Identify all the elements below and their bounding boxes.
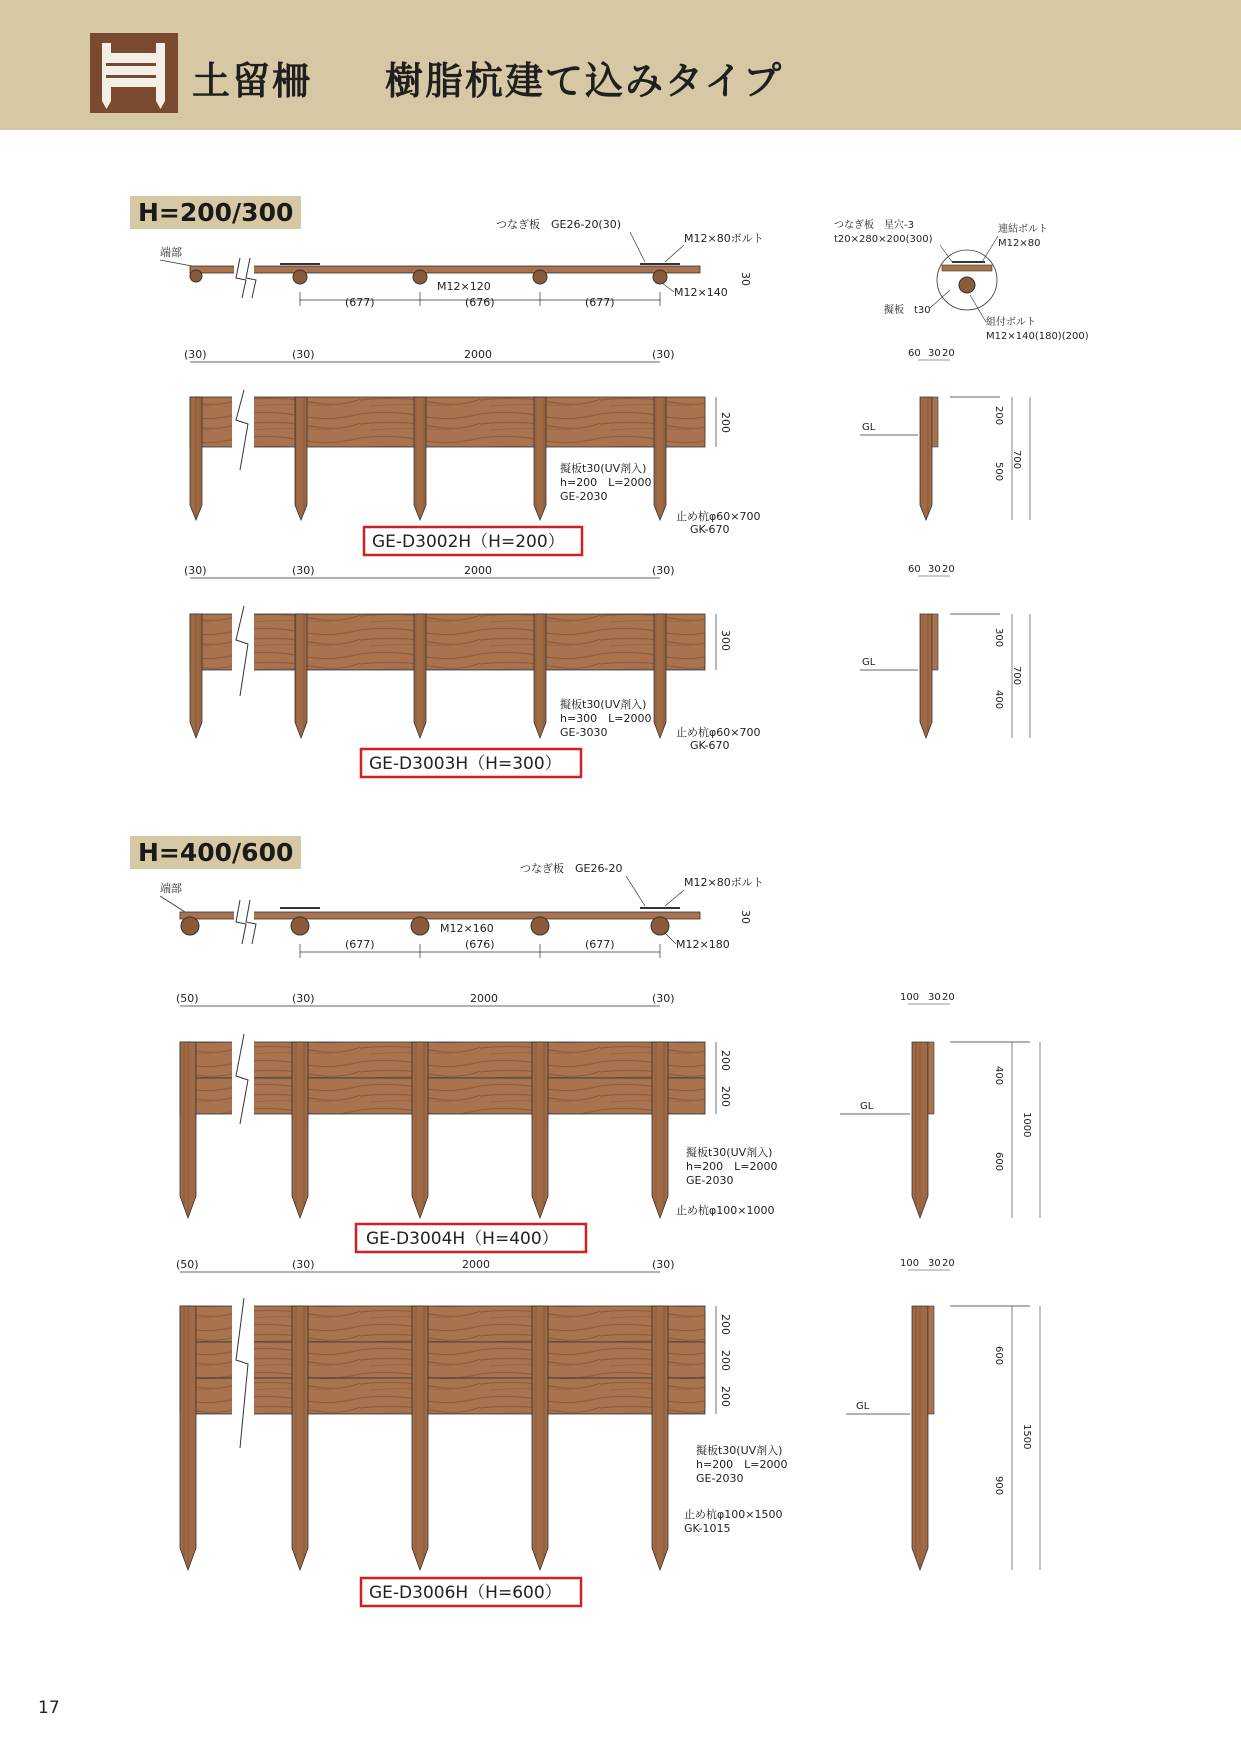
dimension-label: (30): [652, 348, 675, 361]
dimension-label: (30): [652, 564, 675, 577]
dimension-label: M12×140(180)(200): [986, 331, 1089, 342]
dimension-label: (30): [292, 564, 315, 577]
dimension-label: 200: [719, 1086, 732, 1107]
dimension-label: (677): [585, 296, 615, 309]
dimension-label: 60: [908, 348, 921, 359]
dimension-label: (30): [292, 1258, 315, 1271]
dimension-label: 30: [928, 1258, 941, 1269]
elevation-300: [184, 564, 760, 777]
dimension-label: M12×80: [998, 238, 1041, 249]
dimension-label: M12×120: [437, 280, 491, 293]
dimension-label: 400: [993, 690, 1004, 710]
dimension-label: つなぎ板 星穴-3: [834, 220, 914, 231]
dimension-label: 900: [993, 1476, 1004, 1496]
model-code: GE-D3004H（H=400）: [366, 1229, 559, 1249]
section-label-200-300: H=200/300: [130, 196, 301, 229]
dimension-label: 2000: [464, 564, 492, 577]
dimension-label: 600: [993, 1346, 1004, 1366]
dimension-label: 700: [1011, 666, 1022, 686]
dimension-label: (30): [292, 348, 315, 361]
side-view-300: [860, 564, 1030, 738]
dimension-label: つなぎ板 GE26-20: [520, 862, 623, 875]
dimension-label: 擬板t30(UV剤入): [560, 698, 647, 711]
dimension-label: (30): [652, 1258, 675, 1271]
dimension-label: GL: [862, 422, 876, 433]
dimension-label: GK-670: [690, 739, 730, 752]
side-view-600: [846, 1258, 1040, 1570]
elevation-400: [176, 992, 778, 1252]
dimension-label: 100: [900, 1258, 920, 1269]
dimension-label: GE-2030: [560, 490, 608, 503]
dimension-label: h=200 L=2000: [696, 1458, 788, 1471]
dimension-label: 2000: [470, 992, 498, 1005]
dimension-label: 20: [942, 564, 955, 575]
dimension-label: h=300 L=2000: [560, 712, 652, 725]
dimension-label: (677): [345, 938, 375, 951]
dimension-label: (30): [652, 992, 675, 1005]
dimension-label: t20×280×200(300): [834, 234, 933, 245]
dimension-label: M12×160: [440, 922, 494, 935]
dimension-label: 500: [993, 462, 1004, 482]
dimension-label: M12×180: [676, 938, 730, 951]
elevation-200: [184, 348, 760, 555]
dimension-label: GL: [860, 1101, 874, 1112]
dimension-label: 擬板t30(UV剤入): [560, 462, 647, 475]
side-view-400: [840, 992, 1040, 1218]
dimension-label: 30: [928, 564, 941, 575]
dimension-label: つなぎ板 GE26-20(30): [496, 218, 622, 231]
joint-detail: [834, 218, 1089, 342]
dimension-label: h=200 L=2000: [686, 1160, 778, 1173]
model-code: GE-D3006H（H=600）: [369, 1583, 562, 1603]
elevation-600: [176, 1258, 788, 1606]
dimension-label: 300: [993, 628, 1004, 648]
dimension-label: 200: [719, 1050, 732, 1071]
dimension-label: (30): [292, 992, 315, 1005]
dimension-label: M12×140: [674, 286, 728, 299]
model-code: GE-D3003H（H=300）: [369, 754, 562, 774]
dimension-label: 20: [942, 1258, 955, 1269]
dimension-label: 30: [928, 992, 941, 1003]
dimension-label: 1000: [1021, 1112, 1032, 1138]
side-view-200: [860, 348, 1030, 520]
dimension-label: 20: [942, 348, 955, 359]
dimension-label: 200: [993, 406, 1004, 426]
end-label: 端部: [160, 246, 182, 259]
dimension-label: 止め杭φ100×1500: [684, 1508, 783, 1521]
dimension-label: 端部: [160, 882, 182, 895]
dimension-label: 200: [719, 1386, 732, 1407]
dimension-label: GK-670: [690, 523, 730, 536]
dimension-label: (676): [465, 296, 495, 309]
dimension-label: 止め杭φ60×700: [676, 510, 761, 523]
dimension-label: 止め杭φ100×1000: [676, 1204, 775, 1217]
dimension-label: 30: [739, 272, 752, 286]
dimension-label: 30: [928, 348, 941, 359]
section-label-400-600: H=400/600: [130, 836, 301, 869]
dimension-label: GE-3030: [560, 726, 608, 739]
dimension-label: 連結ボルト: [998, 224, 1048, 235]
dimension-label: 組付ボルト: [986, 317, 1036, 328]
dimension-label: (50): [176, 992, 199, 1005]
dimension-label: 2000: [464, 348, 492, 361]
dimension-label: (677): [345, 296, 375, 309]
dimension-label: GK-1015: [684, 1522, 731, 1535]
dimension-label: M12×80ボルト: [684, 232, 764, 245]
page-subtitle: 樹脂杭建て込みタイプ: [385, 59, 784, 103]
dimension-label: 擬板t30(UV剤入): [686, 1146, 773, 1159]
dimension-label: 擬板t30(UV剤入): [696, 1444, 783, 1457]
dimension-label: 30: [739, 910, 752, 924]
dimension-label: 100: [900, 992, 920, 1003]
dimension-label: 300: [719, 630, 732, 651]
page-number: 17: [38, 1698, 60, 1718]
dimension-label: 200: [719, 1314, 732, 1335]
dimension-label: (676): [465, 938, 495, 951]
dimension-label: (677): [585, 938, 615, 951]
dimension-label: 700: [1011, 450, 1022, 470]
plan-view-400-600: [160, 861, 764, 958]
dimension-label: GE-2030: [686, 1174, 734, 1187]
dimension-label: 擬板 t30: [884, 305, 931, 316]
dimension-label: 止め杭φ60×700: [676, 726, 761, 739]
dimension-label: h=200 L=2000: [560, 476, 652, 489]
dimension-label: 20: [942, 992, 955, 1003]
dimension-label: GL: [862, 657, 876, 668]
dimension-label: GL: [856, 1401, 870, 1412]
model-code: GE-D3002H（H=200）: [372, 532, 565, 552]
dimension-label: 200: [719, 412, 732, 433]
plan-view-200-300: [160, 217, 764, 309]
dimension-label: (30): [184, 348, 207, 361]
page-title: 土留柵: [192, 59, 313, 103]
dimension-label: (50): [176, 1258, 199, 1271]
dimension-label: 600: [993, 1152, 1004, 1172]
dimension-label: M12×80ボルト: [684, 876, 764, 889]
dimension-label: 200: [719, 1350, 732, 1371]
dimension-label: 400: [993, 1066, 1004, 1086]
dimension-label: GE-2030: [696, 1472, 744, 1485]
dimension-label: 1500: [1021, 1424, 1032, 1450]
dimension-label: 60: [908, 564, 921, 575]
dimension-label: (30): [184, 564, 207, 577]
dimension-label: 2000: [462, 1258, 490, 1271]
